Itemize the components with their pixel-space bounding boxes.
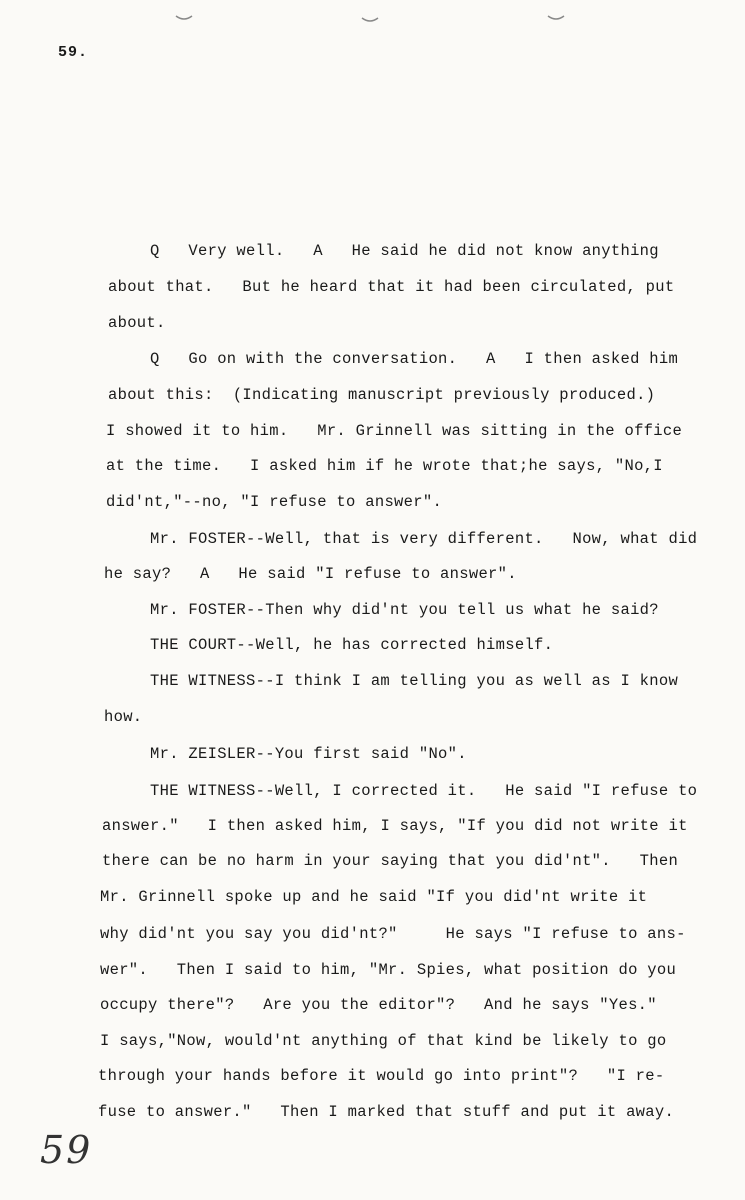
transcript-line: I says,"Now, would'nt anything of that kind be likely to go — [100, 1032, 667, 1050]
transcript-line: there can be no harm in your saying that you did'nt". Then — [102, 852, 679, 870]
transcript-line: THE WITNESS--I think I am telling you as well as I know — [150, 672, 679, 690]
transcript-line: he say? A He said "I refuse to answer". — [104, 565, 517, 583]
transcript-line: THE WITNESS--Well, I corrected it. He said "I refuse to — [150, 782, 698, 800]
transcript-line: about this: (Indicating manuscript previously produced.) — [108, 386, 656, 404]
transcript-line: Mr. Grinnell spoke up and he said "If you did'nt write it — [100, 888, 648, 906]
transcript-line: Mr. FOSTER--Well, that is very different. Now, what did — [150, 530, 698, 548]
transcript-line: I showed it to him. Mr. Grinnell was sitting in the office — [106, 422, 683, 440]
transcript-line: Mr. FOSTER--Then why did'nt you tell us what he said? — [150, 601, 659, 619]
transcript-line: THE COURT--Well, he has corrected himself. — [150, 636, 554, 654]
transcript-line: wer". Then I said to him, "Mr. Spies, what position do you — [100, 961, 677, 979]
transcript-line: about that. But he heard that it had been circulated, put — [108, 278, 675, 296]
transcript-line: fuse to answer." Then I marked that stuff and put it away. — [98, 1103, 675, 1121]
transcript-line: Q Go on with the conversation. A I then asked him — [150, 350, 679, 368]
transcript-line: answer." I then asked him, I says, "If you did not write it — [102, 817, 688, 835]
page-number: 59. — [58, 44, 89, 61]
transcript-line: did'nt,"--no, "I refuse to answer". — [106, 493, 443, 511]
transcript-line: through your hands before it would go into print"? "I re- — [98, 1067, 665, 1085]
transcript-line: why did'nt you say you did'nt?" He says "I refuse to ans- — [100, 925, 686, 943]
transcript-line: occupy there"? Are you the editor"? And he says "Yes." — [100, 996, 657, 1014]
transcript-line: Mr. ZEISLER--You first said "No". — [150, 745, 467, 763]
transcript-line: Q Very well. A He said he did not know anything — [150, 242, 659, 260]
transcript-line: how. — [104, 708, 143, 726]
transcript-line: at the time. I asked him if he wrote that;he says, "No,I — [106, 457, 663, 475]
binding-marks — [0, 6, 745, 30]
transcript-line: about. — [108, 314, 166, 332]
handwritten-page-number: 59 — [40, 1128, 93, 1172]
